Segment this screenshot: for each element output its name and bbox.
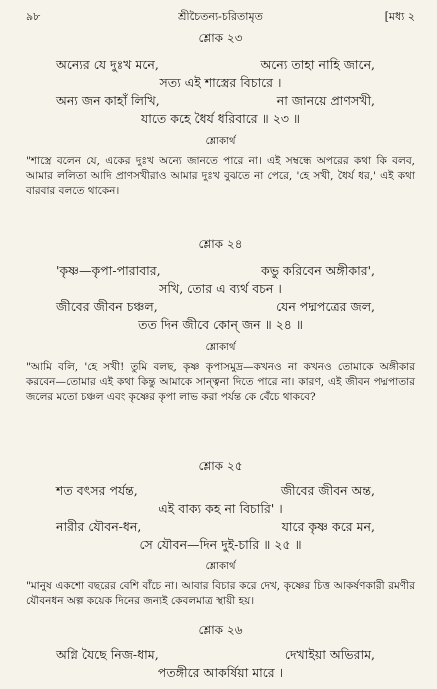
purport-text: "মানুষ একশো বছরের বেশি বাঁচে না। আবার বিচার করে দেখ, কৃষ্ণের চিত্ত আকর্ষণকারী রমণীর যৌবনধন অল্প কয়েক দিনের জন্যই কেবলমাত্র স্থায়ী হয়।	[26, 580, 415, 607]
verse-line: তত দিন জীবে কোন্ জন ॥ ২৪ ॥	[138, 317, 303, 332]
verse-half: অন্য জন কাহাঁ লিখি,	[56, 93, 160, 108]
verse-half: জীবের জীবন চঞ্চল,	[56, 299, 158, 314]
verse-half: যারে কৃষ্ণ করে মন,	[281, 519, 375, 534]
verse-line	[26, 518, 415, 536]
verse-line: সত্য এই শাস্ত্রের বিচারে ।	[159, 75, 282, 90]
verse-half: কভু করিবেন অঙ্গীকার',	[261, 263, 375, 278]
page-header	[26, 0, 415, 30]
verse-half: শত বৎসর পর্যন্ত,	[56, 483, 138, 498]
verse-heading: শ্লোক ২৬	[198, 623, 243, 637]
verse-heading: শ্লোক ২৪	[198, 237, 243, 251]
verse-heading: শ্লোক ২৫	[198, 459, 243, 473]
verse-half: দেখাইয়া অভিরাম,	[284, 647, 375, 662]
verse-line	[26, 298, 415, 316]
verse-line	[26, 262, 415, 280]
verse-section-26	[26, 622, 415, 682]
verse-half: জীবের জীবন অন্ত,	[280, 483, 375, 498]
running-title: শ্রীচৈতন্য-চরিতামৃত	[178, 10, 263, 23]
purport-label: শ্লোকার্থ	[205, 561, 236, 572]
verse-line	[26, 482, 415, 500]
verse-heading: শ্লোক ২৩	[198, 31, 243, 45]
verse-line: সে যৌবন—দিন দুই-চারি ॥ ২৫ ॥	[139, 537, 302, 552]
verse-line	[26, 646, 415, 664]
purport-text: "আমি বলি, 'হে সখী! তুমি বলছ, কৃষ্ণ কৃপাসমুদ্র—কখনও না কখনও তোমাকে অঙ্গীকার করবেন—তোমার এই কথা কিন্তু আমাকে সান্ত্বনা দিতে পারে না। কারণ, এই জীবন পদ্মপাতার জলের মতো চঞ্চল এবং কৃষ্ণের কৃপা লাভ করা পর্যন্ত কে বেঁচে থাকবে?	[26, 361, 415, 403]
verse-line: সখি, তোর এ ব্যর্থ বচন ।	[159, 281, 282, 296]
verse-half: নারীর যৌবন-ধন,	[56, 519, 142, 534]
verse-text	[26, 56, 415, 128]
verse-line: পতঙ্গীরে আকর্ষিয়া মারে ।	[157, 665, 284, 680]
chapter-marker: [মধ্য ২	[384, 10, 415, 23]
verse-section-24	[26, 236, 415, 405]
verse-line: যাতে কহে ধৈর্য ধরিবারে ॥ ২৩ ॥	[141, 111, 300, 126]
page-number: ৯৮	[26, 10, 41, 23]
verse-half: অন্যে তাহা নাহি জানে,	[260, 57, 375, 72]
verse-section-23	[26, 30, 415, 199]
verse-line	[26, 56, 415, 74]
verse-line	[26, 92, 415, 110]
verse-text	[26, 482, 415, 554]
purport-label: শ্লোকার্থ	[205, 136, 236, 147]
verse-section-25	[26, 458, 415, 609]
verse-half: 'কৃষ্ণ—কৃপা-পারাবার,	[56, 263, 161, 278]
verse-text	[26, 262, 415, 334]
purport-label: শ্লোকার্থ	[205, 342, 236, 353]
verse-half: অন্যের যে দুঃখ মনে,	[56, 57, 159, 72]
verse-line: এই বাক্য কহ না বিচারি' ।	[158, 501, 283, 516]
verse-half: যেন পদ্মপত্রের জল,	[276, 299, 375, 314]
verse-half: অগ্নি যৈছে নিজ-ধাম,	[56, 647, 159, 662]
verse-text	[26, 646, 415, 682]
purport-text: "শাস্ত্রে বলেন যে, একের দুঃখ অন্যে জানতে পারে না। এই সম্বন্ধে অপরের কথা কি বলব, আমার ললিতা আদি প্রাণসখীরাও আমার দুঃখ বুঝতে না পেরে, 'হে সখী, ধৈর্য ধর,' এই কথা বারবার বলতে থাকেন।	[26, 155, 415, 197]
verse-half: না জানয়ে প্রাণসখী,	[276, 93, 375, 108]
